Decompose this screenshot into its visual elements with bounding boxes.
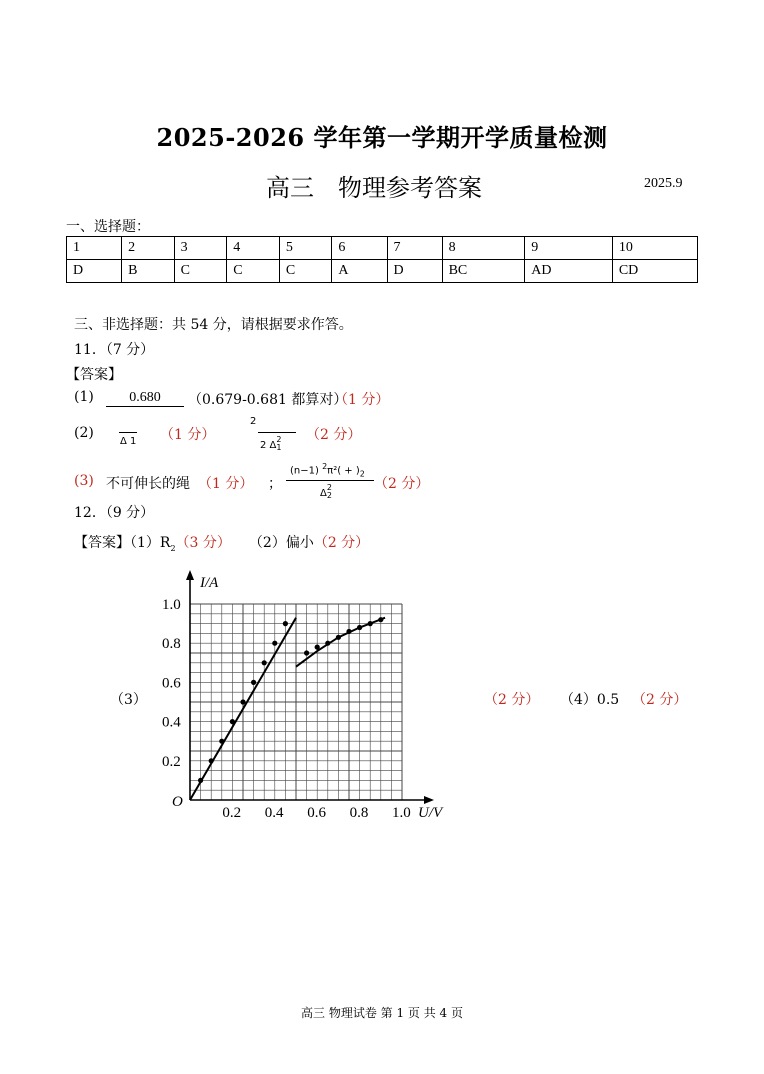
q11-part2-fraction2-sup: 2 — [276, 435, 282, 444]
answer-table-number-cell: 10 — [612, 237, 697, 260]
q11-part1-label: (1) — [74, 389, 94, 405]
q11-part3-den-sub: 2 — [326, 491, 332, 500]
series-1-point — [368, 621, 373, 626]
q12-part3-score: （2 分） — [484, 692, 540, 708]
answer-table-answer-cell: D — [387, 260, 442, 283]
answer-table-number-cell: 2 — [122, 237, 175, 260]
q11-part3-denominator — [320, 484, 332, 500]
y-tick-label: 0.8 — [162, 636, 181, 653]
q11-part2-label: (2) — [74, 425, 94, 441]
series-0-point — [240, 699, 245, 704]
answer-table-number-cell: 5 — [279, 237, 332, 260]
answer-table-answer-cell: AD — [525, 260, 613, 283]
q11-part3-text: 不可伸长的绳 — [106, 476, 190, 492]
series-1-point — [304, 650, 309, 655]
answer-table — [66, 236, 698, 283]
series-1-point — [336, 635, 341, 640]
q11-part3-label: (3) — [74, 473, 94, 489]
q11-part3-score2: （2 分） — [374, 476, 430, 492]
q12-part4: （4）0.5 — [560, 692, 620, 708]
answer-table-answers-row — [67, 260, 698, 283]
page-subtitle: 高三 物理参考答案 — [266, 174, 482, 202]
iv-chart — [150, 568, 470, 840]
q11-part2-fraction2-bar — [258, 432, 296, 433]
x-tick-label: 0.6 — [307, 805, 326, 821]
answer-table-number-cell: 1 — [67, 237, 122, 260]
q11-part2-fraction1-bar — [119, 432, 137, 433]
y-tick-label: 0.6 — [162, 675, 181, 692]
chart-grid — [190, 604, 402, 800]
series-0-point — [198, 778, 203, 783]
q11-part2-fraction2-den-text: 2 Δ — [260, 440, 277, 451]
chart-ylabel: I/A — [200, 575, 219, 591]
series-0-point — [283, 621, 288, 626]
chart-marks — [190, 617, 385, 800]
q11-part1-value: 0.680 — [106, 389, 184, 407]
answer-table-answer-cell: C — [279, 260, 332, 283]
exam-date: 2025.9 — [644, 176, 683, 191]
q11-part2-fraction2-top: 2 — [250, 416, 257, 427]
page-title: 2025-2026 学年第一学期开学质量检测 — [156, 123, 608, 152]
q11-part3-den-sup: 2 — [326, 483, 332, 492]
series-0-point — [230, 719, 235, 724]
q11-part3-fraction-bar — [286, 480, 374, 481]
q11-part2-score2: （2 分） — [306, 427, 362, 443]
series-0-point — [251, 680, 256, 685]
q11-part2-fraction2-denominator — [260, 436, 281, 452]
q11-part1-note: （0.679-0.681 都算对） — [188, 392, 348, 408]
q11-part2-fraction1-denominator: Δ 1 — [120, 436, 137, 447]
q12-r-subscript: 2 — [170, 543, 176, 553]
x-tick-label: 1.0 — [392, 805, 411, 821]
q12-answer-text: 【答案】（1）R — [74, 535, 171, 551]
q11-number: 11．（7 分） — [74, 342, 155, 358]
y-tick-label: 0.4 — [162, 714, 181, 731]
answer-table-number-cell: 4 — [227, 237, 280, 260]
q11-part3-num-rest: π²( + ) — [327, 465, 360, 477]
chart-xlabel: U/V — [418, 805, 443, 821]
series-0-point — [262, 660, 267, 665]
q12-score1: （3 分） — [175, 535, 231, 551]
answer-table-number-cell: 6 — [332, 237, 387, 260]
q11-part3-num-sup: 2 — [322, 462, 328, 471]
x-tick-label: 0.8 — [349, 805, 369, 821]
answer-table-answer-cell: D — [67, 260, 122, 283]
answer-table-number-cell: 3 — [174, 237, 227, 260]
q11-part3-score1: （1 分） — [198, 476, 254, 492]
chart-axes — [186, 570, 434, 804]
chart-ticks — [162, 597, 411, 821]
page-footer: 高三 物理试卷 第 1 页 共 4 页 — [301, 1006, 463, 1020]
answer-table-numbers-row — [67, 237, 698, 260]
q11-answer-label: 【答案】 — [66, 367, 122, 383]
q12-part4-score: （2 分） — [632, 692, 688, 708]
q11-part1-score: （1 分） — [334, 392, 390, 408]
series-1-point — [325, 641, 330, 646]
y-tick-label: 1.0 — [162, 597, 181, 613]
answer-table-answer-cell: B — [122, 260, 175, 283]
q11-part3-num-sub: 2 — [359, 469, 365, 479]
q11-part2-score1: （1 分） — [160, 427, 216, 443]
q12-number: 12．（9 分） — [74, 505, 155, 521]
x-tick-label: 0.4 — [264, 805, 284, 821]
q11-part3-numerator — [290, 462, 365, 478]
q12-score2: （2 分） — [313, 535, 370, 551]
q11-part2-fraction2-sub: 1 — [276, 443, 282, 452]
x-tick-label: 0.2 — [222, 805, 242, 821]
answer-table-number-cell: 8 — [442, 237, 525, 260]
q12-part2: （2）偏小 — [248, 535, 314, 551]
series-0-point — [219, 739, 224, 744]
answer-table-answer-cell: C — [174, 260, 227, 283]
section1-heading: 一、选择题： — [66, 219, 150, 235]
answer-table-answer-cell: A — [332, 260, 387, 283]
q12-part3-label: （3） — [110, 692, 147, 708]
section3-heading: 三、非选择题：共 54 分，请根据要求作答。 — [74, 317, 353, 333]
series-1-point — [346, 629, 351, 634]
q12-answer-line — [74, 532, 369, 553]
series-1-point — [357, 625, 362, 630]
y-tick-label: 0.2 — [162, 753, 181, 770]
q11-part3-separator: ； — [268, 476, 282, 492]
series-1-point — [315, 645, 320, 650]
answer-table-answer-cell: C — [227, 260, 280, 283]
answer-table-number-cell: 7 — [387, 237, 442, 260]
series-0-point — [272, 641, 277, 646]
answer-table-answer-cell: CD — [612, 260, 697, 283]
series-0-point — [209, 758, 214, 763]
answer-table-number-cell: 9 — [525, 237, 613, 260]
q11-part3-den-text: Δ — [320, 488, 327, 499]
q11-part3-num-text: (n−1) — [290, 465, 319, 477]
answer-table-answer-cell: BC — [442, 260, 525, 283]
chart-origin-label: O — [172, 794, 183, 810]
x-axis-arrow — [424, 796, 434, 804]
series-1-point — [378, 617, 383, 622]
y-axis-arrow — [186, 570, 194, 580]
